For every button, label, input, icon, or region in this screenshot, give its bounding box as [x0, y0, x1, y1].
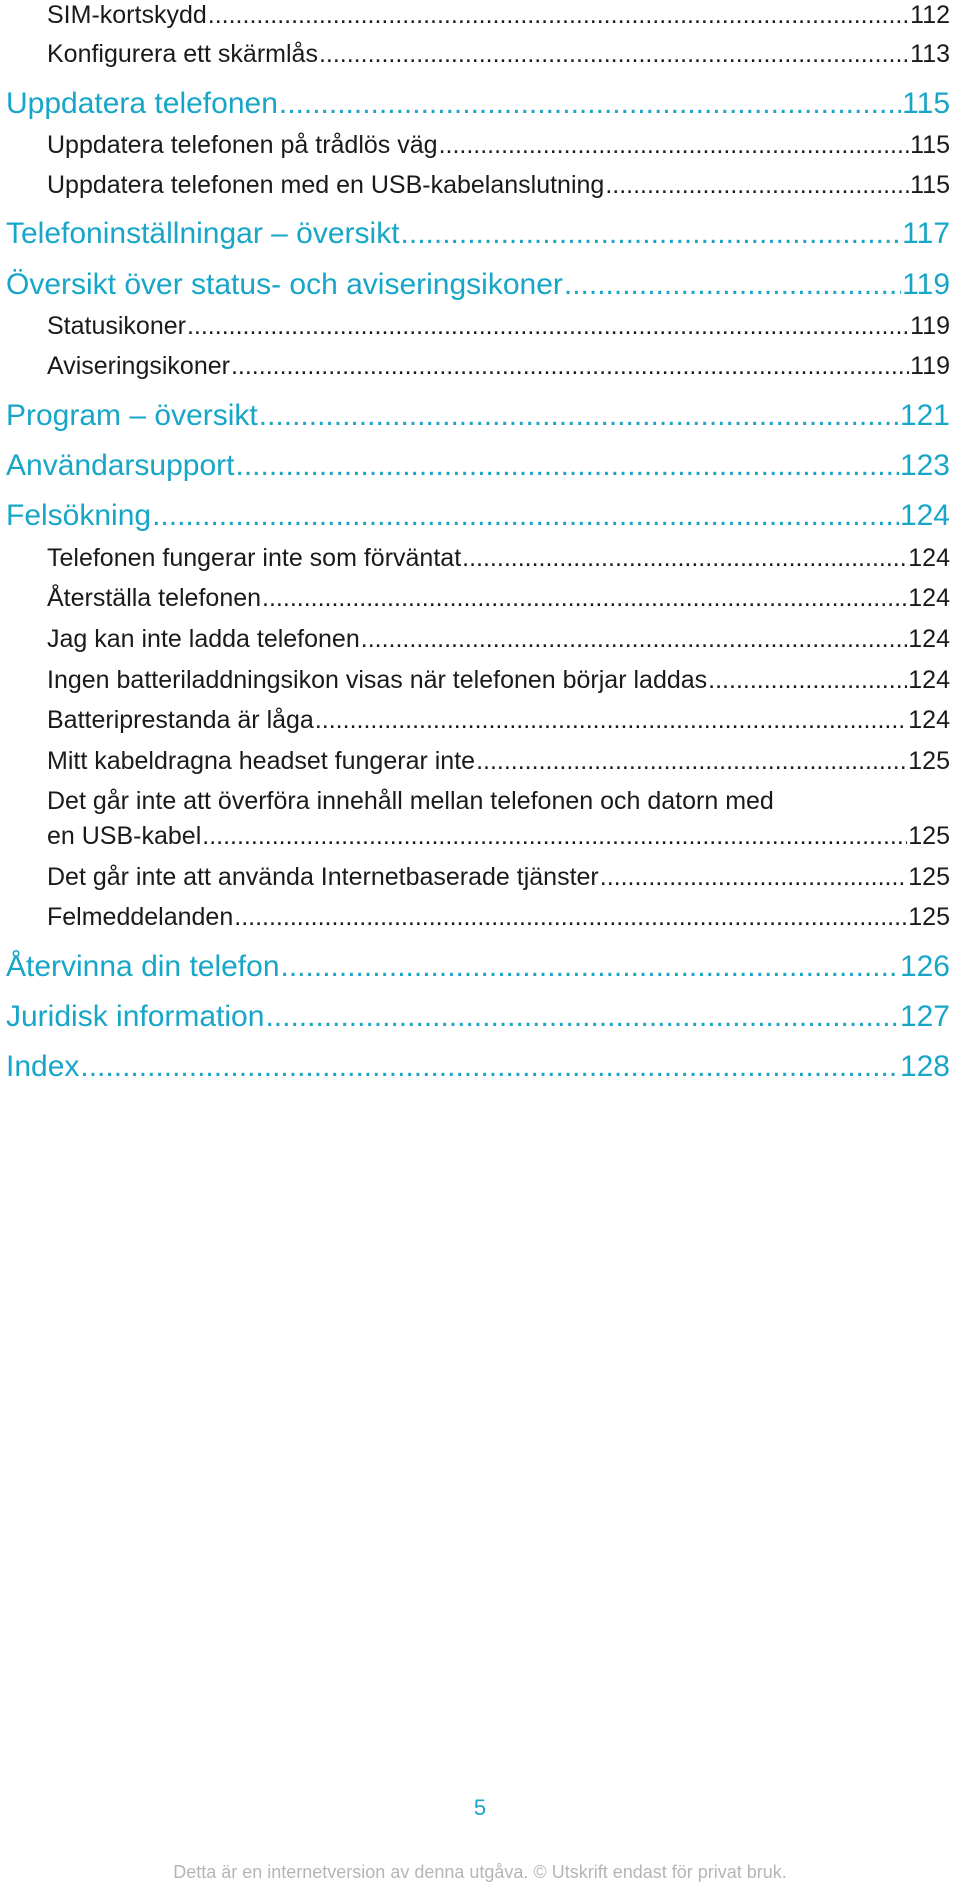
leader-dots: [208, 0, 909, 30]
toc-entry-page: 125: [908, 903, 950, 931]
toc-entry-page: 124: [908, 666, 950, 694]
toc-entry[interactable]: [47, 543, 950, 573]
toc-entry[interactable]: [47, 130, 950, 160]
toc-entry-title: Uppdatera telefonen: [6, 87, 278, 120]
toc-entry-page: 126: [899, 950, 950, 983]
toc-entry-page: 113: [910, 40, 950, 68]
leader-dots: [476, 746, 907, 776]
toc-chapter-entry[interactable]: [6, 267, 950, 303]
toc-entry-title: Telefonen fungerar inte som förväntat: [47, 544, 462, 572]
toc-chapter-entry[interactable]: [6, 448, 950, 484]
footer-note: Detta är en internetversion av denna utgåva. © Utskrift endast för privat bruk.: [173, 1862, 787, 1882]
toc-entry-title: Mitt kabeldragna headset fungerar inte: [47, 747, 476, 775]
toc-entry[interactable]: [47, 821, 950, 851]
toc-entry-page: 117: [902, 217, 950, 250]
toc-entry-title: Ingen batteriladdningsikon visas när telefonen börjar laddas: [47, 666, 708, 694]
toc-entry[interactable]: [47, 705, 950, 735]
toc-entry[interactable]: [47, 39, 950, 69]
toc-entry-page: 124: [908, 544, 950, 572]
leader-dots: [401, 216, 902, 252]
toc-entry-page: 119: [910, 352, 950, 380]
toc-entry-page: 124: [908, 625, 950, 653]
toc-entry-page: 128: [899, 1050, 950, 1083]
leader-dots: [236, 448, 899, 484]
leader-dots: [262, 583, 907, 613]
leader-dots: [564, 267, 901, 303]
toc-chapter-entry[interactable]: [6, 1049, 950, 1085]
toc-entry-title: Index: [6, 1050, 80, 1083]
toc-entry-title: Återvinna din telefon: [6, 950, 280, 983]
toc-entry[interactable]: [47, 351, 950, 381]
leader-dots: [202, 821, 907, 851]
toc-entry-title: Juridisk information: [6, 1000, 265, 1033]
toc-entry-title: Användarsupport: [6, 449, 235, 482]
toc-entry-title: Statusikoner: [47, 312, 186, 340]
toc-entry[interactable]: [47, 746, 950, 776]
toc-entry-title: Återställa telefonen: [47, 584, 262, 612]
toc-chapter-entry[interactable]: [6, 949, 950, 985]
leader-dots: [708, 665, 907, 695]
leader-dots: [361, 624, 908, 654]
toc-entry-page: 124: [908, 584, 950, 612]
toc-chapter-entry[interactable]: [6, 86, 950, 122]
toc-entry[interactable]: [47, 311, 950, 341]
toc-entry-page: 125: [908, 863, 950, 891]
toc-chapter-entry[interactable]: [6, 999, 950, 1035]
leader-dots: [187, 311, 909, 341]
leader-dots: [152, 498, 899, 534]
toc-entry-title: Batteriprestanda är låga: [47, 706, 314, 734]
leader-dots: [259, 398, 899, 434]
toc-entry-page: 124: [908, 706, 950, 734]
toc-chapter-entry[interactable]: [6, 216, 950, 252]
leader-dots: [605, 170, 909, 200]
leader-dots: [265, 999, 899, 1035]
toc-entry-page: 115: [910, 171, 950, 199]
toc-entry-page: 124: [899, 499, 950, 532]
toc-entry[interactable]: [47, 902, 950, 932]
toc-entry[interactable]: [47, 624, 950, 654]
toc-entry-page: 115: [910, 131, 950, 159]
toc-entry-title: Översikt över status- och aviseringsikoner: [6, 268, 563, 301]
toc-entry-page: 121: [899, 399, 950, 432]
toc-entry-title: Felsökning: [6, 499, 152, 532]
toc-entry-page: 123: [899, 449, 950, 482]
leader-dots: [281, 949, 899, 985]
toc-entry-title: en USB-kabel: [47, 822, 202, 850]
toc-entry-page: 119: [902, 268, 950, 301]
toc-entry-title: Felmeddelanden: [47, 903, 234, 931]
toc-entry[interactable]: [47, 170, 950, 200]
toc-entry-title: Telefoninställningar – översikt: [6, 217, 400, 250]
toc-entry-title: Uppdatera telefonen med en USB-kabelanslutning: [47, 171, 605, 199]
toc-entry-title: Aviseringsikoner: [47, 352, 230, 380]
toc-entry-page: 112: [910, 1, 950, 29]
toc-entry-title: Konfigurera ett skärmlås: [47, 40, 318, 68]
toc-entry-title: SIM-kortskydd: [47, 1, 207, 29]
leader-dots: [231, 351, 909, 381]
toc-chapter-entry[interactable]: [6, 398, 950, 434]
toc-entry[interactable]: [47, 0, 950, 30]
leader-dots: [462, 543, 907, 573]
leader-dots: [600, 862, 908, 892]
toc-entry-title: Jag kan inte ladda telefonen: [47, 625, 360, 653]
toc-entry-page: 127: [899, 1000, 950, 1033]
leader-dots: [439, 130, 910, 160]
leader-dots: [279, 86, 901, 122]
toc-entry-title: Uppdatera telefonen på trådlös väg: [47, 131, 438, 159]
toc-entry[interactable]: [47, 862, 950, 892]
page-number: 5: [473, 1795, 487, 1820]
toc-entry-page: 115: [902, 87, 950, 120]
toc-entry-title-line1: Det går inte att överföra innehåll mellan telefonen och datorn med: [47, 787, 774, 815]
leader-dots: [80, 1049, 899, 1085]
toc-entry-page: 119: [910, 312, 950, 340]
toc-entry-title: Det går inte att använda Internetbaserade tjänster: [47, 863, 599, 891]
toc-entry-page: 125: [908, 747, 950, 775]
toc-entry[interactable]: [47, 583, 950, 613]
leader-dots: [319, 39, 909, 69]
leader-dots: [234, 902, 907, 932]
toc-entry-page: 125: [908, 822, 950, 850]
leader-dots: [315, 705, 907, 735]
toc-entry[interactable]: [47, 665, 950, 695]
toc-chapter-entry[interactable]: [6, 498, 950, 534]
toc-entry-title: Program – översikt: [6, 399, 258, 432]
